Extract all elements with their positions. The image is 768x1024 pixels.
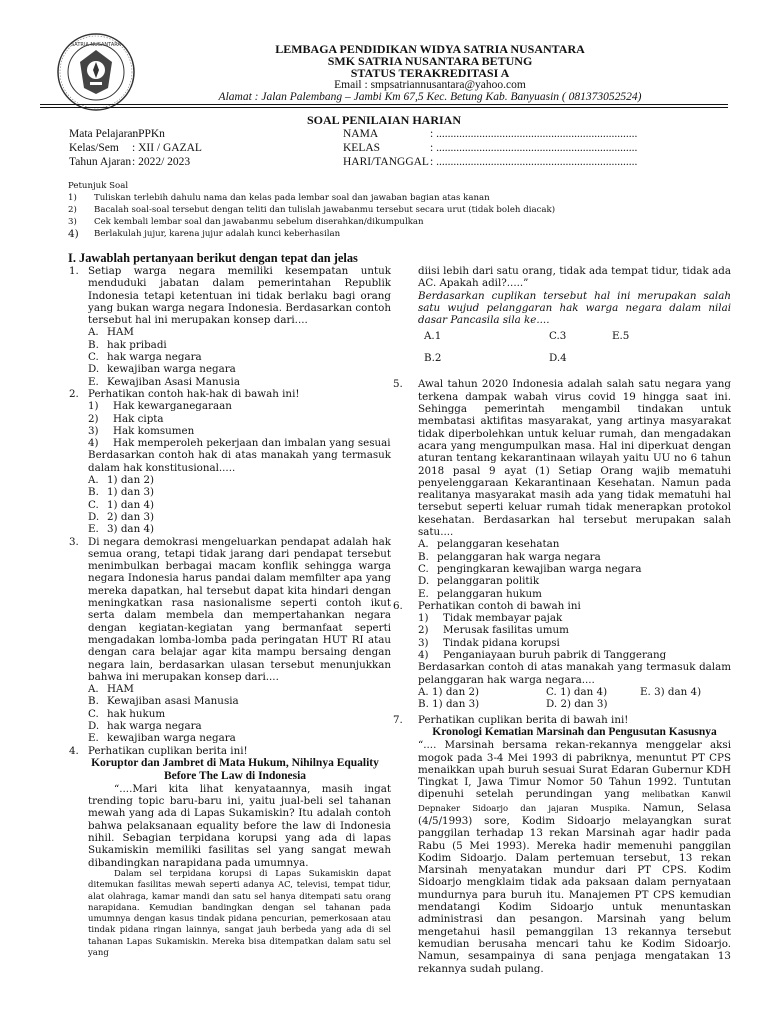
news-headline: Koruptor dan Jambret di Mata Hukum, Nihilnya Equality Before The Law di Indonesia: [91, 756, 379, 782]
option-letter: B.: [418, 697, 429, 710]
answer-option: [418, 538, 731, 550]
instruction-text: Cek kembali lembar soal dan jawabanmu sebelum diserahkan/dikumpulkan: [94, 217, 424, 227]
answer-option: [546, 686, 607, 698]
item-text: Hak cipta: [113, 412, 164, 425]
question-text: Setiap warga negara memiliki kesempatan untuk menduduki jabatan dalam pemerintahan Republik Indonesia tetapi ketentuan ini tidak berlaku bagi orang yang bukan warga negara Indonesia. Berdasarkan contoh tersebut hal ini merupakan konsep dari....: [88, 265, 391, 327]
option-text: Kewajiban Asasi Manusia: [107, 375, 240, 388]
question-5: [393, 378, 731, 599]
option-text: 4: [560, 352, 567, 365]
answer-option: [612, 330, 629, 342]
question-number: 7.: [393, 713, 403, 726]
option-letter: E.: [88, 732, 99, 745]
option-text: 1) dan 2): [107, 474, 155, 487]
option-letter: E.: [640, 685, 651, 698]
option-letter: A.: [88, 683, 99, 696]
option-letter: E.: [88, 523, 99, 536]
instruction-number: 1): [68, 193, 77, 203]
meta-name-field: : ......................................................................: [430, 128, 638, 140]
option-letter: A.: [88, 474, 99, 487]
option-text: 1: [434, 330, 442, 343]
answer-option: [88, 708, 391, 720]
option-letter: C.: [549, 330, 560, 343]
question-prompt: Berdasarkan contoh hak di atas manakah yang termasuk dalam hak konstitusional.....: [88, 449, 391, 474]
answer-option: [424, 330, 441, 342]
meta-year-label: Tahun Ajaran: [69, 156, 132, 168]
list-item: [88, 413, 391, 425]
option-letter: D.: [546, 697, 558, 710]
option-letter: A.: [418, 538, 429, 551]
option-letter: C.: [88, 707, 99, 720]
instruction-text: Berlakulah jujur, karena jujur adalah kunci keberhasilan: [94, 229, 341, 239]
item-number: 3): [88, 424, 99, 437]
option-text: HAM: [107, 683, 134, 696]
option-text: pelanggaran hukum: [437, 587, 542, 600]
meta-subject-value: : PPKn: [132, 128, 165, 140]
instructions-title: Petunjuk Soal: [68, 181, 129, 191]
option-letter: B.: [424, 352, 435, 365]
option-text: pelanggaran hak warga negara: [437, 550, 601, 563]
item-number: 1): [88, 400, 99, 413]
instruction-number: 2): [68, 205, 77, 215]
question-number: 1.: [69, 265, 79, 277]
answer-option: [88, 695, 391, 707]
question-7: [393, 714, 731, 726]
answer-option: [549, 330, 566, 342]
option-text: pelanggaran politik: [437, 575, 540, 588]
list-item: [88, 425, 391, 437]
option-letter: D.: [88, 510, 100, 523]
answer-option: [88, 474, 391, 486]
question-4: [69, 745, 391, 757]
question-prompt: Berdasarkan contoh di atas manakah yang termasuk dalam pelanggaran hak warga negara....: [418, 661, 731, 686]
item-text: Hak kewarganegaraan: [113, 400, 232, 413]
meta-kelas-label: KELAS: [343, 142, 381, 154]
instruction-number: 4): [68, 228, 79, 240]
meta-left: [69, 127, 269, 169]
option-letter: D.: [88, 719, 100, 732]
school-address: Alamat : Jalan Palembang – Jambi Km 67,5 Kec. Betung Kab. Banyuasin ( 081373052524): [218, 91, 642, 103]
meta-subject-label: Mata Pelajaran: [69, 128, 139, 140]
option-text: kewajiban warga negara: [107, 363, 236, 376]
question-text: Di negara demokrasi mengeluarkan pendapat adalah hak semua orang, tetapi tidak jarang dari pendapat tersebut menimbulkan berbagai macam konflik sehingga warga negara Indonesia harus pandai dalam memfilter apa yang mereka dapatkan, hal tersebut dapat kita hindari dengan meningkatkan rasa nasionalisme seperti contoh ikut serta dalam membela dan mempertahankan negara dengan kegiatan-kegiatan yang bermanfaat seperti mengadakan lomba-lomba pada peringatan HUT RI atau dengan cara belajar agar kita mampu bersaing dengan negara lain, berdasarkan ulasan tersebut menunjukkan bahwa ini merupakan konsep dari....: [88, 535, 391, 683]
option-letter: D.: [88, 363, 100, 376]
meta-class-value: : XII / GAZAL: [132, 142, 202, 154]
question-prompt: Berdasarkan cuplikan tersebut hal ini merupakan salah satu wujud pelanggaran hak warga negara dalam nilai dasar Pancasila sila ke....: [418, 289, 731, 327]
item-number: 2): [418, 624, 429, 637]
option-letter: D.: [418, 575, 430, 588]
accreditation-status: STATUS TERAKREDITASI A: [350, 66, 510, 80]
option-text: hak warga negara: [107, 351, 202, 364]
question-3: [69, 536, 391, 745]
item-number: 4): [88, 437, 99, 450]
option-text: 3: [559, 330, 567, 343]
option-text: 1) dan 3): [107, 486, 155, 499]
instruction-text: Bacalah soal-soal tersebut dengan teliti dan tulislah jawabanmu tersebut secara urut (tidak boleh diacak): [94, 205, 556, 215]
meta-year-value: : 2022/ 2023: [132, 156, 191, 168]
list-item: [418, 649, 731, 661]
option-letter: D.: [549, 352, 561, 365]
option-text: 1) dan 2): [432, 685, 480, 698]
answer-option: [424, 352, 441, 364]
option-letter: B.: [88, 338, 99, 351]
item-text: Hak komsumen: [113, 424, 195, 437]
option-letter: A.: [418, 685, 429, 698]
item-text: Penganiayaan buruh pabrik di Tanggerang: [443, 649, 667, 662]
question-number: 2.: [69, 387, 79, 400]
option-text: 1) dan 4): [107, 498, 155, 511]
question-number: 4.: [69, 744, 79, 757]
answer-option: [88, 326, 391, 338]
news-text-small: melibatkan Kanwil Depnaker Sidoarjo dan jajaran Muspika.: [418, 790, 731, 814]
meta-name-label: NAMA: [343, 128, 379, 140]
answer-option: [88, 523, 391, 535]
answer-option: [418, 563, 731, 575]
meta-kelas-field: : ......................................................................: [430, 142, 638, 154]
option-letter: B.: [88, 695, 99, 708]
option-letter: E.: [88, 375, 99, 388]
svg-text:SATRIA NUSANTARA: SATRIA NUSANTARA: [71, 42, 121, 48]
option-text: hak warga negara: [107, 719, 202, 732]
answer-option: [88, 351, 391, 363]
question-text: Awal tahun 2020 Indonesia adalah salah satu negara yang terkena dampak wabah virus covid 19 hingga saat ini. Sehingga pemerintah mengambil tindakan untuk membatasi aktifitas masyarakat, yang artinya masyarakat tidak diperbolehkan untuk keluar rumah, dan mengadakan acara yang mengumpulkan masa. Hal ini diperkuat dengan aturan tentang kekarantinaan wilayah yaitu UU no 6 tahun 2018 pasal 9 ayat (1) Setiap Orang wajib mematuhi penyelenggaraan Kekarantinaan Kesehatan. Namun pada realitanya masyarakat masih ada yang tidak mematuhi hal tersebut seperti keluar rumah tidak menerapkan protokol kesehatan. Berdasarkan hal tersebut merupakan salah satu....: [418, 378, 731, 539]
answer-option: [88, 732, 391, 744]
question-text: Perhatikan contoh hak-hak di bawah ini!: [88, 387, 300, 400]
option-text: kewajiban warga negara: [107, 732, 236, 745]
item-text: Merusak fasilitas umum: [443, 624, 569, 637]
option-text: 3) dan 4): [107, 523, 155, 536]
item-text: Hak memperoleh pekerjaan dan imbalan yang sesuai: [113, 437, 391, 450]
question-number: 5.: [393, 378, 403, 391]
item-text: Tidak membayar pajak: [443, 612, 563, 625]
answer-options-grid: [418, 686, 731, 711]
option-text: 2) dan 3): [560, 697, 608, 710]
answer-option: [418, 588, 731, 600]
question-2: [69, 388, 391, 536]
option-text: 1) dan 3): [432, 697, 480, 710]
answer-option: [418, 698, 479, 710]
answer-option: [88, 499, 391, 511]
item-number: 1): [418, 612, 429, 625]
item-number: 2): [88, 412, 99, 425]
option-text: pengingkaran kewajiban warga negara: [437, 562, 642, 575]
answer-option: [88, 511, 391, 523]
option-text: 2: [434, 352, 442, 365]
option-letter: B.: [418, 550, 429, 563]
question-number: 6.: [393, 599, 403, 612]
news-text: Namun, Selasa (4/5/1993) sore, Kodim Sidoarjo melayangkan surat panggilan terhadap 13 rekan Marsinah agar hadir pada Rabu (5 Mei 1993). Mereka hadir memenuhi panggilan Kodim Sidoarjo. Dalam pertemuan tersebut, 13 rekan Marsinah menyatakan mundur dari PT CPS. Kodim Sidoarjo mengklaim tidak ada paksaan dalam pernyataan mundurnya para buruh itu. Manajemen PT CPS kemudian mendatangi Kodim Sidoarjo untuk menuntaskan administrasi dan pesangon. Marsinah yang belum mengetahui hasil pemanggilan 13 rekannya tersebut kemudian berusaha mencari tahu ke Kodim Sidoarjo. Namun, sesampainya di sana penjaga mengatakan 13 rekannya sudah pulang.: [418, 801, 732, 975]
list-item: [88, 437, 391, 449]
option-letter: A.: [88, 326, 99, 339]
exam-title: SOAL PENILAIAN HARIAN: [306, 113, 462, 127]
meta-date-label: HARI/TANGGAL: [343, 156, 429, 168]
option-text: 2) dan 3): [107, 510, 155, 523]
answer-option: [549, 352, 567, 364]
header-rule-thin: [40, 107, 728, 108]
question-text: Perhatikan contoh di bawah ini: [418, 599, 581, 612]
answer-option: [88, 486, 391, 498]
option-letter: C.: [88, 351, 99, 364]
option-text: HAM: [107, 326, 134, 339]
meta-class-label: Kelas/Sem: [69, 142, 119, 154]
answer-option: [418, 575, 731, 587]
instruction-text: Tuliskan terlebih dahulu nama dan kelas pada lembar soal dan jawaban bagian atas kanan: [94, 193, 490, 203]
answer-options-grid: [393, 326, 731, 370]
option-letter: E.: [418, 587, 429, 600]
list-item: [88, 400, 391, 412]
list-item: [418, 624, 731, 636]
answer-option: [88, 683, 391, 695]
item-number: 3): [418, 636, 429, 649]
item-number: 4): [418, 649, 429, 662]
question-text: Perhatikan cuplikan berita ini!: [88, 744, 248, 757]
answer-option: [640, 686, 701, 698]
school-email: Email : smpsatriannusantara@yahoo.com: [334, 79, 526, 91]
item-text: Tindak pidana korupsi: [443, 636, 560, 649]
answer-option: [88, 376, 391, 388]
right-column: [393, 265, 731, 975]
institution-name: LEMBAGA PENDIDIKAN WIDYA SATRIA NUSANTARA: [275, 42, 585, 56]
option-text: hak hukum: [107, 707, 166, 720]
meta-date-field: : ......................................................................: [430, 156, 638, 168]
option-letter: E.: [612, 330, 623, 343]
meta-right: [343, 127, 643, 169]
question-6: [393, 600, 731, 711]
news-text: “.... Marsinah bersama rekan-rekannya menggelar aksi mogok pada 3-4 Mei 1993 di pabriknya, menuntut PT CPS menaikkan upah buruh sesuai Surat Edaran Gubernur KDH Tingkat I, Jawa Timur Nomor 50 Tahun 1992. Tuntutan dipenuhi setelah perundingan yang: [418, 739, 731, 801]
answer-option: [418, 686, 479, 698]
answer-option: [88, 363, 391, 375]
left-column: [69, 265, 391, 959]
news-headline: Kronologi Kematian Marsinah dan Pengusutan Kasusnya: [432, 726, 717, 739]
answer-option: [418, 551, 731, 563]
question-text: Perhatikan cuplikan berita di bawah ini!: [418, 713, 629, 726]
list-item: [418, 612, 731, 624]
news-paragraph: [393, 739, 731, 975]
news-paragraph-small: Dalam sel terpidana korupsi di Lapas Sukamiskin dapat ditemukan fasilitas mewah seperti adanya AC, televisi, tempat tidur, alat olahraga, kamar mandi dan satu sel hanya ditempati satu orang narapidana. Kemudian bandingkan dengan sel tahanan pada umumnya dengan kasus tindak pidana pencurian, pemerkosaan atau tindak pidana ringan lainnya, sangat jauh berbeda yang ada di sel tahanan Lapas Sukamiskin. Mereka bisa ditempatkan dalam satu sel yang: [88, 868, 391, 959]
option-text: hak pribadi: [107, 338, 167, 351]
option-letter: C.: [546, 685, 557, 698]
section-title: I. Jawablah pertanyaan berikut dengan tepat dan jelas: [68, 251, 358, 265]
header-rule-thick: [40, 104, 728, 105]
news-paragraph: “....Mari kita lihat kenyataannya, masih ingat trending topic baru-baru ini, yaitu jual-beli sel tahanan mewah yang ada di Lapas Sukamiskin? Itu adalah contoh bahwa pelaksanaan equality before the law di Indonesia nihil. Sebagian terpidana korupsi yang ada di lapas Sukamiskin memiliki fasilitas sel yang sangat mewah dibandingkan narapidana pada umumnya.: [88, 782, 391, 869]
option-letter: C.: [418, 562, 429, 575]
news-continuation: diisi lebih dari satu orang, tidak ada tempat tidur, tidak ada AC. Apakah adil?.....”: [418, 265, 731, 290]
list-item: [418, 637, 731, 649]
option-text: 5: [622, 330, 630, 343]
answer-option: [546, 698, 608, 710]
question-number: 3.: [69, 535, 79, 548]
option-letter: A.: [424, 330, 435, 343]
option-text: 1) dan 4): [560, 685, 608, 698]
answer-option: [88, 339, 391, 351]
option-text: pelanggaran kesehatan: [437, 538, 560, 551]
school-logo-emblem: [56, 32, 136, 112]
option-text: Kewajiban asasi Manusia: [107, 695, 239, 708]
question-1: [69, 265, 391, 388]
option-text: 3) dan 4): [654, 685, 702, 698]
option-letter: C.: [88, 498, 99, 511]
school-name: SMK SATRIA NUSANTARA BETUNG: [327, 54, 533, 68]
answer-option: [88, 720, 391, 732]
option-letter: B.: [88, 486, 99, 499]
instruction-number: 3): [68, 217, 77, 227]
